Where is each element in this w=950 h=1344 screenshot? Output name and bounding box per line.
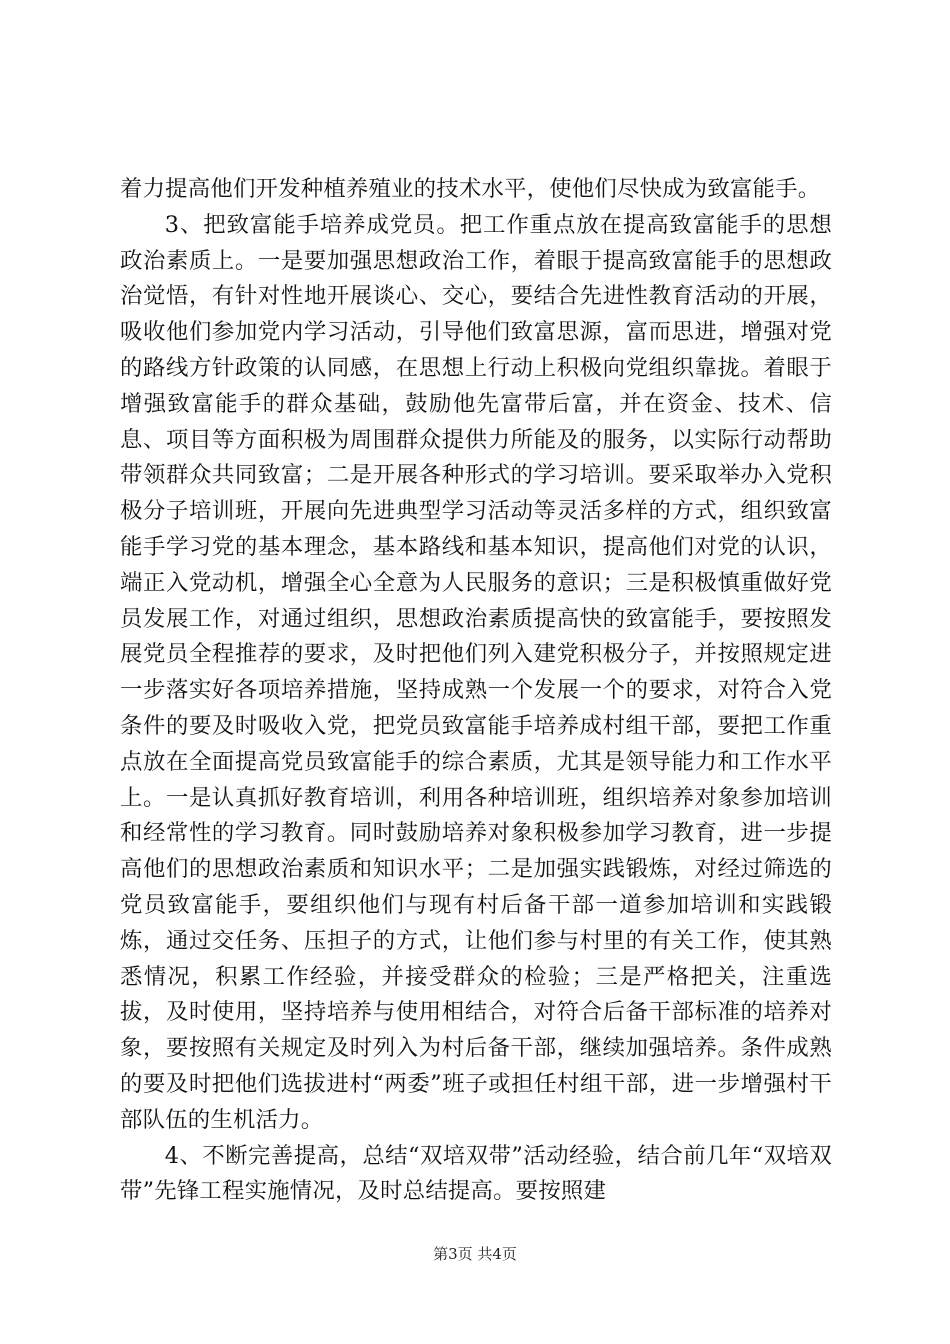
page-number-footer: 第3页 共4页 [433,1245,517,1263]
paragraph-item-3: 3、把致富能手培养成党员。把工作重点放在提高致富能手的思想政治素质上。一是要加强思想政治工作，着眼于提高致富能手的思想政治觉悟，有针对性地开展谈心、交心，要结合先进性教育活动的开展，吸收他们参加党内学习活动，引导他们致富思源，富而思进，增强对党的路线方针政策的认同感，在思想上行动上积极向党组织靠拢。着眼于增强致富能手的群众基础，鼓励他先富带后富，并在资金、技术、信息、项目等方面积极为周围群众提供力所能及的服务，以实际行动帮助带领群众共同致富；二是开展各种形式的学习培训。要采取举办入党积极分子培训班，开展向先进典型学习活动等灵活多样的方式，组织致富能手学习党的基本理念，基本路线和基本知识，提高他们对党的认识，端正入党动机，增强全心全意为人民服务的意识；三是积极慎重做好党员发展工作，对通过组织，思想政治素质提高快的致富能手，要按照发展党员全程推荐的要求，及时把他们列入建党积极分子，并按照规定进一步落实好各项培养措施，坚持成熟一个发展一个的要求，对符合入党条件的要及时吸收入党，把党员致富能手培养成村组干部，要把工作重点放在全面提高党员致富能手的综合素质，尤其是领导能力和工作水平上。一是认真抓好教育培训，利用各种培训班，组织培养对象参加培训和经常性的学习教育。同时鼓励培养对象积极参加学习教育，进一步提高他们的思想政治素质和知识水平；二是加强实践锻炼，对经过筛选的党员致富能手，要组织他们与现有村后备干部一道参加培训和实践锻炼，通过交任务、压担子的方式，让他们参与村里的有关工作，使其熟悉情况，积累工作经验，并接受群众的检验；三是严格把关，注重选拔，及时使用，坚持培养与使用相结合，对符合后备干部标准的培养对象，要按照有关规定及时列入为村后备干部，继续加强培养。条件成熟的要及时把他们选拔进村“两委”班子或担任村组干部，进一步增强村干部队伍的生机活力。 [120,211,832,1133]
paragraph-item-4: 4、不断完善提高，总结“双培双带”活动经验，结合前几年“双培双带”先锋工程实施情况，及时总结提高。要按照建 [120,1142,832,1205]
document-body [120,172,832,1210]
paragraph-continuation: 着力提高他们开发种植养殖业的技术水平，使他们尽快成为致富能手。 [120,176,821,202]
